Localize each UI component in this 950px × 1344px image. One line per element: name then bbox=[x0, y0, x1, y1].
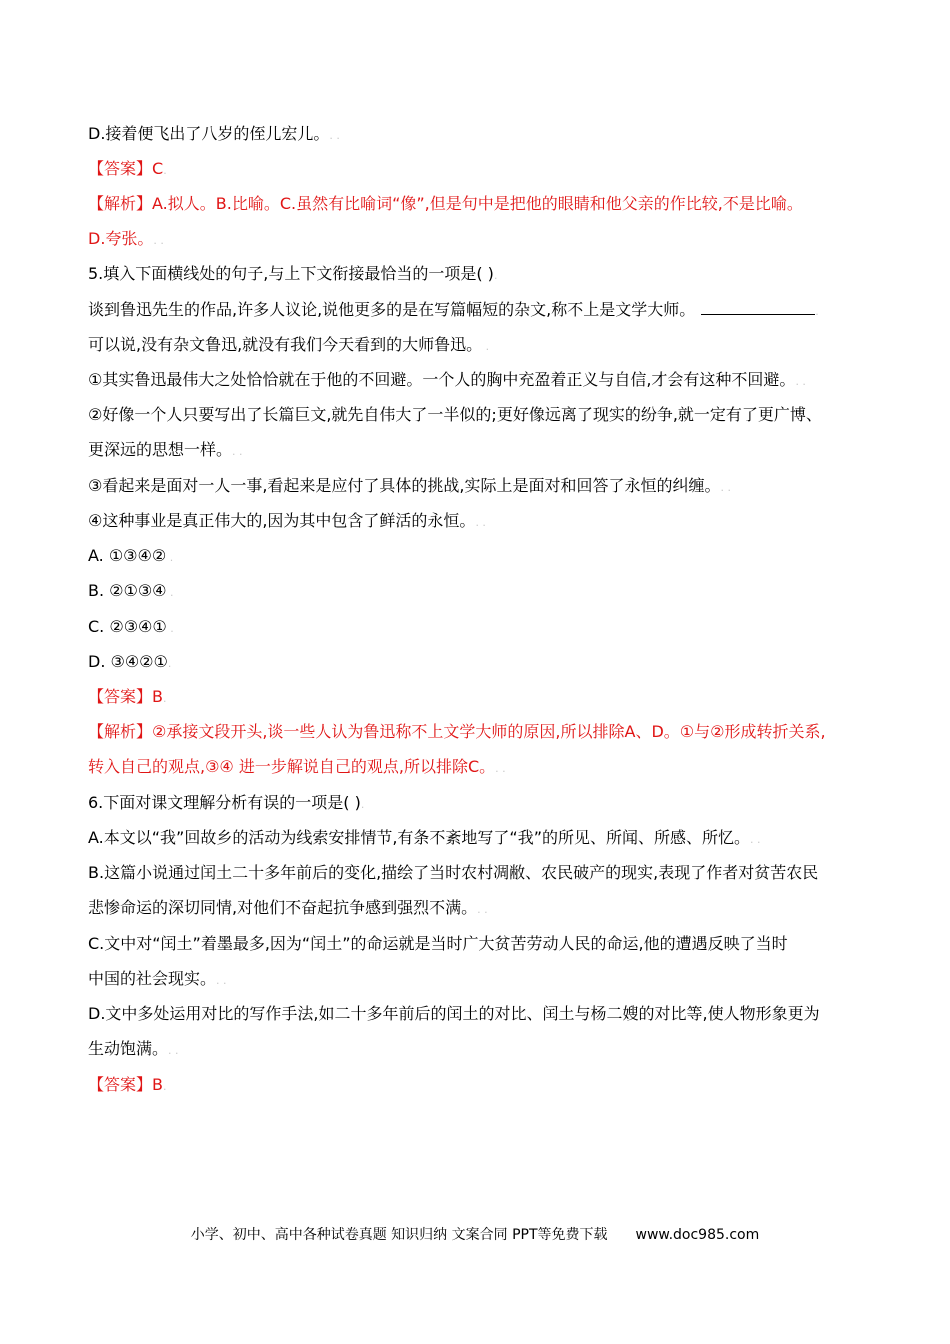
q6-option-d-line1: D.文中多处运用对比的写作手法,如二十多年前后的闰土的对比、闰土与杨二嫂的对比等,使人物形象更为 bbox=[88, 1004, 820, 1023]
q5-passage-line2: 可以说,没有杂文鲁迅,就没有我们今天看到的大师鲁迅。 . bbox=[88, 335, 490, 354]
q5-analysis-line2: 转入自己的观点,③④ 进一步解说自己的观点,所以排除C。. . bbox=[88, 757, 506, 776]
q5-analysis-line1: 【解析】②承接文段开头,谈一些人认为鲁迅称不上文学大师的原因,所以排除A、D。①与②形成转折关系, bbox=[88, 722, 826, 741]
q6-option-c-line2: 中国的社会现实。. . bbox=[88, 969, 227, 988]
q4-analysis-line2: D.夸张。. . bbox=[88, 229, 164, 248]
q5-sentence-3: ③看起来是面对一人一事,看起来是应付了具体的挑战,实际上是面对和回答了永恒的纠缠。. . bbox=[88, 476, 732, 495]
q4-option-d: D.接着便飞出了八岁的侄儿宏儿。. . bbox=[88, 124, 340, 143]
footer-url[interactable]: www.doc985.com bbox=[635, 1227, 760, 1243]
q6-option-b-line1: B.这篇小说通过闰土二十多年前后的变化,描绘了当时农村凋敝、农民破产的现实,表现了作者对贫苦农民 bbox=[88, 863, 819, 882]
q4-answer: 【答案】C. bbox=[88, 159, 167, 178]
q5-option-a: A. ①③④② . bbox=[88, 546, 174, 565]
q5-sentence-2-line1: ②好像一个人只要写出了长篇巨文,就先自伟大了一半似的;更好像远离了现实的纷争,就一定有了更广博、 bbox=[88, 405, 822, 424]
q5-option-d: D. ③④②①. bbox=[88, 652, 172, 671]
q6-option-a: A.本文以“我”回故乡的活动为线索安排情节,有条不紊地写了“我”的所见、所闻、所感、所忆。. . bbox=[88, 828, 761, 847]
footer-text: 小学、初中、高中各种试卷真题 知识归纳 文案合同 PPT等免费下载 bbox=[190, 1227, 608, 1243]
q5-answer: 【答案】B. bbox=[88, 687, 167, 706]
page-footer bbox=[0, 1226, 950, 1244]
q5-sentence-2-line2: 更深远的思想一样。. . bbox=[88, 440, 243, 459]
q4-analysis-line1: 【解析】A.拟人。B.比喻。C.虽然有比喻词“像”,但是句中是把他的眼睛和他父亲的作比较,不是比喻。 bbox=[88, 194, 803, 213]
q5-sentence-1: ①其实鲁迅最伟大之处恰恰就在于他的不回避。一个人的胸中充盈着正义与自信,才会有这种不回避。. . bbox=[88, 370, 806, 389]
q5-stem: 5.填入下面横线处的句子,与上下文衔接最恰当的一项是( ). bbox=[88, 264, 498, 283]
fill-blank bbox=[701, 300, 815, 315]
q6-answer: 【答案】B. bbox=[88, 1075, 167, 1094]
q6-option-c-line1: C.文中对“闰土”着墨最多,因为“闰土”的命运就是当时广大贫苦劳动人民的命运,他的遭遇反映了当时 bbox=[88, 934, 788, 953]
q5-option-c: C. ②③④① . bbox=[88, 617, 174, 636]
q5-passage-line1: 谈到鲁迅先生的作品,许多人议论,说他更多的是在写篇幅短的杂文,称不上是文学大师。 . bbox=[88, 300, 819, 319]
q6-stem: 6.下面对课文理解分析有误的一项是( ). bbox=[88, 793, 365, 812]
q5-option-b: B. ②①③④ . bbox=[88, 581, 174, 600]
q5-sentence-4: ④这种事业是真正伟大的,因为其中包含了鲜活的永恒。. . bbox=[88, 511, 486, 530]
q6-option-d-line2: 生动饱满。. . bbox=[88, 1039, 179, 1058]
q6-option-b-line2: 悲惨命运的深切同情,对他们不奋起抗争感到强烈不满。. . bbox=[88, 898, 488, 917]
